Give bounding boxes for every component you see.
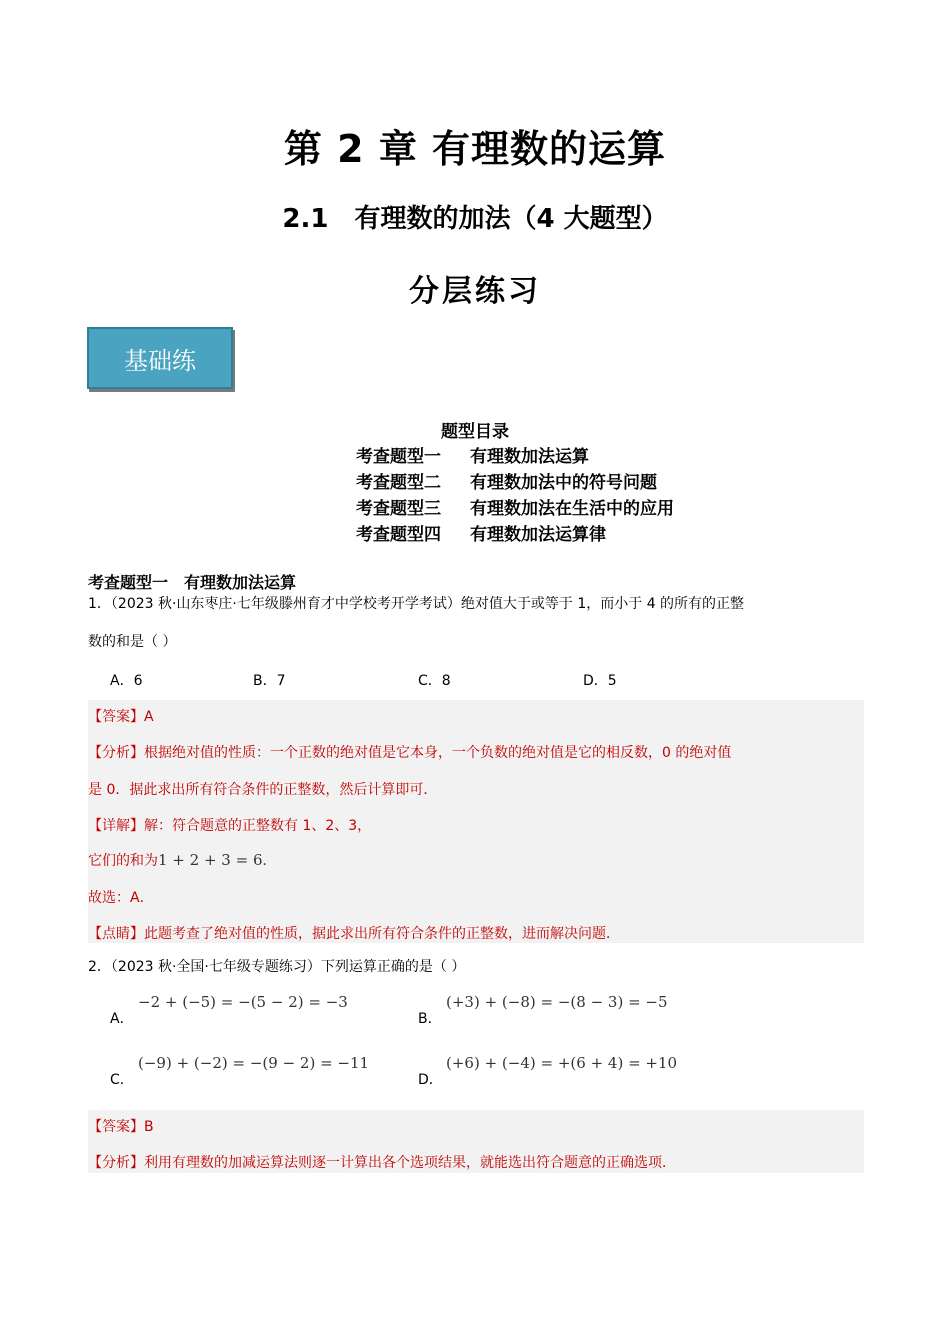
toc-item-tag: 考查题型一 xyxy=(356,447,441,467)
basic-practice-badge: 基础练 xyxy=(87,327,233,389)
q1-answer xyxy=(88,706,154,726)
toc-item-tag: 考查题型三 xyxy=(356,499,441,519)
q1-detail-post: ． xyxy=(262,853,277,869)
q1-detail-math: 1 + 2 + 3 = 6 xyxy=(158,851,263,869)
q1-stem-line1: 1．（2023 秋·山东枣庄·七年级滕州育才中学校考开学考试）绝对值大于或等于 1，而小于 4 的所有的正整 xyxy=(88,596,745,612)
q2-stem: 2．（2023 秋·全国·七年级专题练习）下列运算正确的是（ ） xyxy=(88,959,466,975)
toc-item-name: 有理数加法中的符号问题 xyxy=(470,473,657,493)
toc-item-name: 有理数加法运算 xyxy=(470,447,589,467)
q1-option-d: D．5 xyxy=(583,673,617,689)
q2-option-c-math: (−9) + (−2) = −(9 − 2) = −11 xyxy=(138,1054,370,1072)
section-number: 2.1 xyxy=(282,204,329,234)
q1-detail-line2 xyxy=(88,850,277,870)
toc-heading: 题型目录 xyxy=(441,422,509,442)
section1-name: 有理数加法运算 xyxy=(184,573,297,592)
toc-item xyxy=(356,494,674,519)
toc-item-tag: 考查题型四 xyxy=(356,525,441,545)
q2-option-d-math: (+6) + (−4) = +(6 + 4) = +10 xyxy=(446,1054,678,1072)
q2-option-d-label: D． xyxy=(418,1072,443,1088)
q1-comment-key: 【点睛】 xyxy=(88,926,144,942)
q2-answer xyxy=(88,1116,154,1136)
q2-answer-value: B xyxy=(144,1119,154,1135)
q1-analysis-text1: 根据绝对值的性质：一个正数的绝对值是它本身，一个负数的绝对值是它的相反数，0 的绝对值 xyxy=(144,745,732,761)
q2-option-b-math: (+3) + (−8) = −(8 − 3) = −5 xyxy=(446,993,668,1011)
q2-analysis-key: 【分析】 xyxy=(88,1155,144,1171)
q2-answer-key: 【答案】 xyxy=(88,1119,144,1135)
q2-option-c-label: C． xyxy=(110,1072,134,1088)
q1-option-a: A．6 xyxy=(110,673,143,689)
q2-option-a-label: A． xyxy=(110,1011,134,1027)
q2-option-b-label: B． xyxy=(418,1011,442,1027)
toc-item xyxy=(356,520,606,545)
q1-answer-value: A xyxy=(144,709,154,725)
toc-item xyxy=(356,468,657,493)
q2-analysis-text: 利用有理数的加减运算法则逐一计算出各个选项结果，就能选出符合题意的正确选项． xyxy=(144,1155,676,1171)
q1-detail-text1: 解：符合题意的正整数有 1、2、3， xyxy=(144,818,372,834)
q1-comment xyxy=(88,923,620,943)
toc-item-tag: 考查题型二 xyxy=(356,473,441,493)
section-title xyxy=(0,198,950,235)
q1-answer-key: 【答案】 xyxy=(88,709,144,725)
q1-choice: 故选：A． xyxy=(88,890,154,906)
q1-analysis-line2: 是 0．据此求出所有符合条件的正整数，然后计算即可． xyxy=(88,782,438,798)
section-title-text: 有理数的加法（4 大题型） xyxy=(354,204,668,234)
q2-analysis xyxy=(88,1152,676,1172)
q1-comment-text: 此题考查了绝对值的性质，据此求出所有符合条件的正整数，进而解决问题． xyxy=(144,926,620,942)
q1-detail-key: 【详解】 xyxy=(88,818,144,834)
q2-option-a-math: −2 + (−5) = −(5 − 2) = −3 xyxy=(138,993,348,1011)
q1-analysis-line1 xyxy=(88,742,731,762)
q1-analysis-key: 【分析】 xyxy=(88,745,144,761)
q1-detail-line1 xyxy=(88,815,371,835)
q1-option-b: B．7 xyxy=(253,673,286,689)
toc-item-name: 有理数加法运算律 xyxy=(470,525,606,545)
toc-item-name: 有理数加法在生活中的应用 xyxy=(470,499,674,519)
q1-option-c: C．8 xyxy=(418,673,451,689)
toc-item xyxy=(356,442,589,467)
chapter-title: 第 2 章 有理数的运算 xyxy=(283,127,667,171)
q1-stem-line2: 数的和是（ ） xyxy=(88,634,177,650)
section1-tag: 考查题型一 xyxy=(88,573,169,592)
q1-detail-pre: 它们的和为 xyxy=(88,853,158,869)
layer-title: 分层练习 xyxy=(409,274,541,309)
